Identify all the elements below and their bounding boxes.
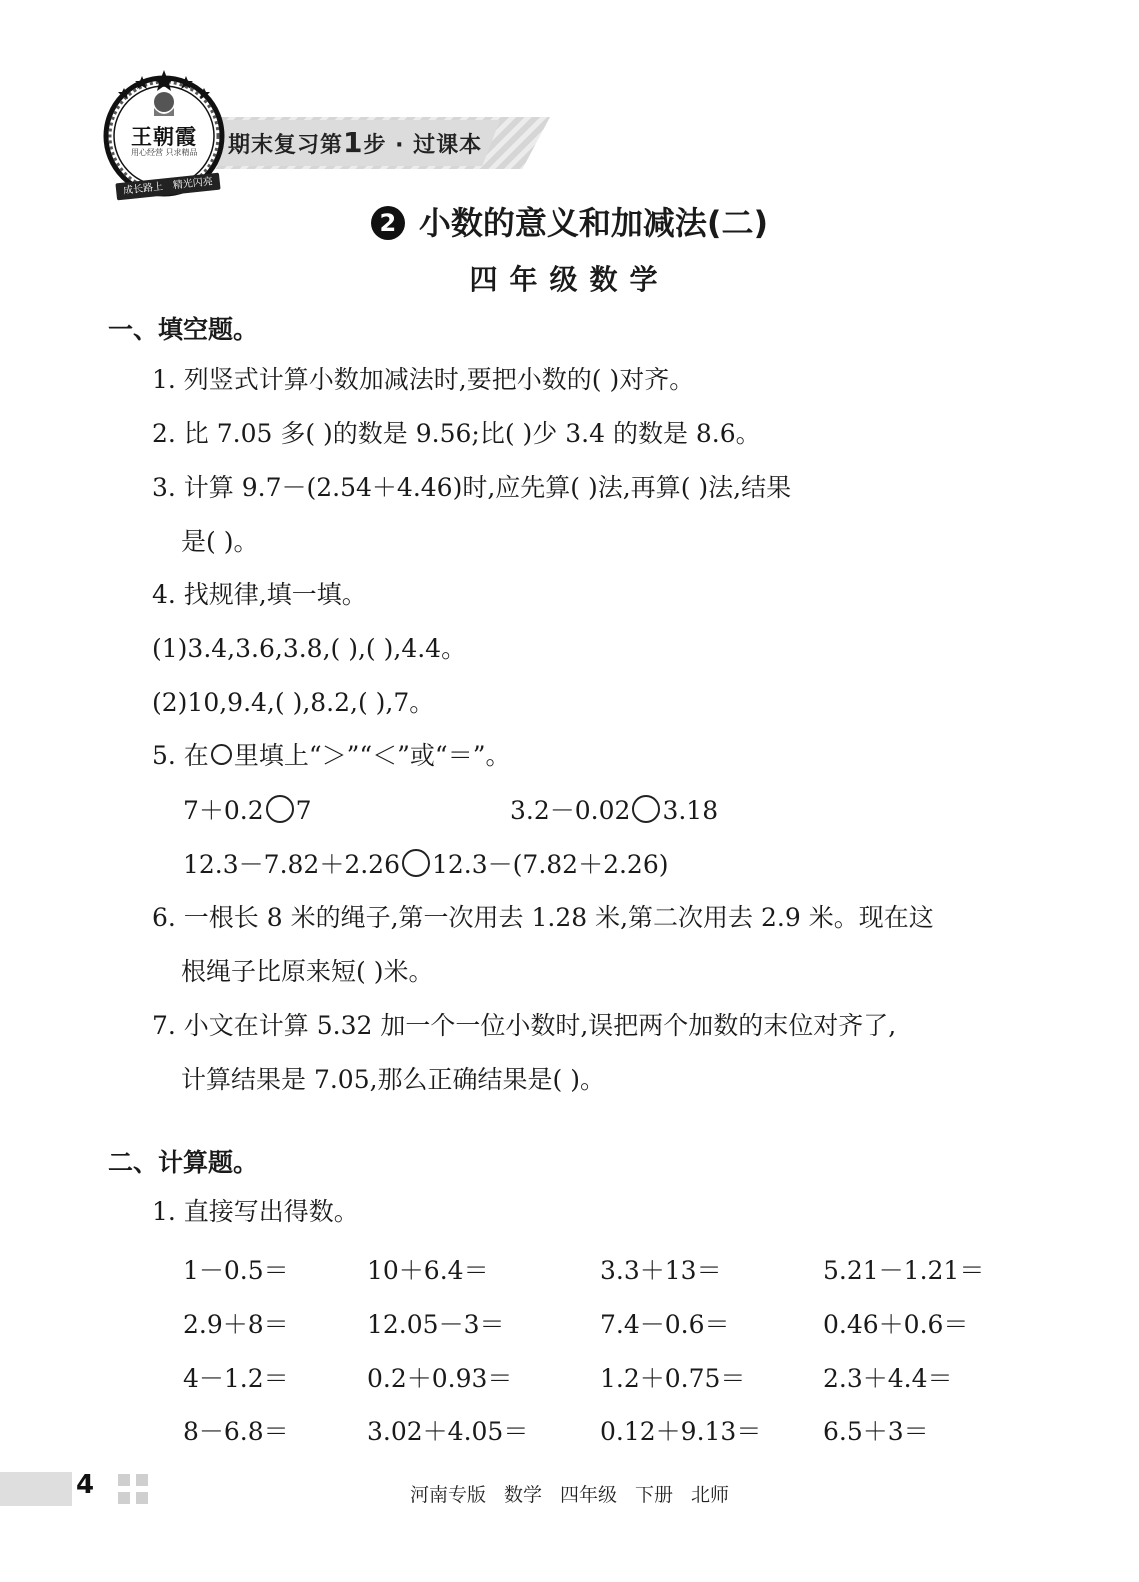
compare-item-b: 3.2－0.02 3.18 <box>510 796 719 825</box>
brand-name: 王朝霞 <box>131 124 197 149</box>
calc-item: 12.05－3＝ <box>367 1310 505 1339</box>
calc-question-1: 1. 直接写出得数。 <box>152 1197 359 1226</box>
brand-ribbon: 成长路上 精光闪亮 <box>115 173 220 201</box>
header-banner-text: 期末复习第1步 · 过课本 <box>228 126 483 159</box>
question-2: 2. 比 7.05 多( )的数是 9.56;比( )少 3.4 的数是 8.6。 <box>152 419 761 448</box>
page-title-text: 小数的意义和加减法(二) <box>418 204 769 242</box>
compare-item-a: 7＋0.2 7 <box>183 796 312 825</box>
calc-item: 2.3＋4.4＝ <box>823 1364 953 1393</box>
page-subtitle: 四年级数学 <box>469 263 670 296</box>
calc-item: 6.5＋3＝ <box>823 1417 929 1446</box>
calc-item: 4－1.2＝ <box>183 1364 289 1393</box>
question-4-part-2: (2)10,9.4,( ),8.2,( ),7。 <box>152 688 435 717</box>
question-7-line-2: 计算结果是 7.05,那么正确结果是( )。 <box>181 1065 606 1094</box>
section-heading-fill-in: 一、填空题。 <box>108 315 259 344</box>
calc-item: 0.2＋0.93＝ <box>367 1364 513 1393</box>
compare-item-c: 12.3－7.82＋2.26 12.3－(7.82＋2.26) <box>183 850 669 879</box>
calc-item: 3.3＋13＝ <box>600 1256 722 1285</box>
compare-circle-c[interactable] <box>402 849 430 877</box>
question-3-line-2: 是( )。 <box>181 527 259 556</box>
calc-item: 5.21－1.21＝ <box>823 1256 985 1285</box>
question-3-line-1: 3. 计算 9.7－(2.54＋4.46)时,应先算( )法,再算( )法,结果 <box>152 473 792 502</box>
compare-circle-a[interactable] <box>266 795 294 823</box>
calc-item: 7.4－0.6＝ <box>600 1310 730 1339</box>
footer-info: 河南专版 数学 四年级 下册 北师 <box>409 1484 730 1506</box>
brand-tagline: 用心经营 只求精品 <box>131 148 198 157</box>
question-5: 5. 在 里填上“＞”“＜”或“＝”。 <box>152 741 511 770</box>
page-title <box>0 198 1139 244</box>
calc-item: 8－6.8＝ <box>183 1417 289 1446</box>
question-6-line-1: 6. 一根长 8 米的绳子,第一次用去 1.28 米,第二次用去 2.9 米。现在这 <box>152 903 934 932</box>
calc-item: 1.2＋0.75＝ <box>600 1364 746 1393</box>
lesson-number-badge: 2 <box>371 206 405 240</box>
calc-item: 0.46＋0.6＝ <box>823 1310 969 1339</box>
circle-placeholder-icon <box>211 744 232 765</box>
question-4-part-1: (1)3.4,3.6,3.8,( ),( ),4.4。 <box>152 634 467 663</box>
calc-item: 2.9＋8＝ <box>183 1310 289 1339</box>
calc-item: 0.12＋9.13＝ <box>600 1417 762 1446</box>
section-heading-calculation: 二、计算题。 <box>108 1148 259 1177</box>
calc-item: 10＋6.4＝ <box>367 1256 489 1285</box>
page-number: 4 <box>76 1470 95 1500</box>
calc-item: 1－0.5＝ <box>183 1256 289 1285</box>
question-7-line-1: 7. 小文在计算 5.32 加一个一位小数时,误把两个加数的末位对齐了, <box>152 1011 897 1040</box>
question-6-line-2: 根绳子比原来短( )米。 <box>181 957 434 986</box>
compare-circle-b[interactable] <box>632 795 660 823</box>
question-1: 1. 列竖式计算小数加减法时,要把小数的( )对齐。 <box>152 365 695 394</box>
question-4: 4. 找规律,填一填。 <box>152 580 367 609</box>
calc-item: 3.02＋4.05＝ <box>367 1417 529 1446</box>
